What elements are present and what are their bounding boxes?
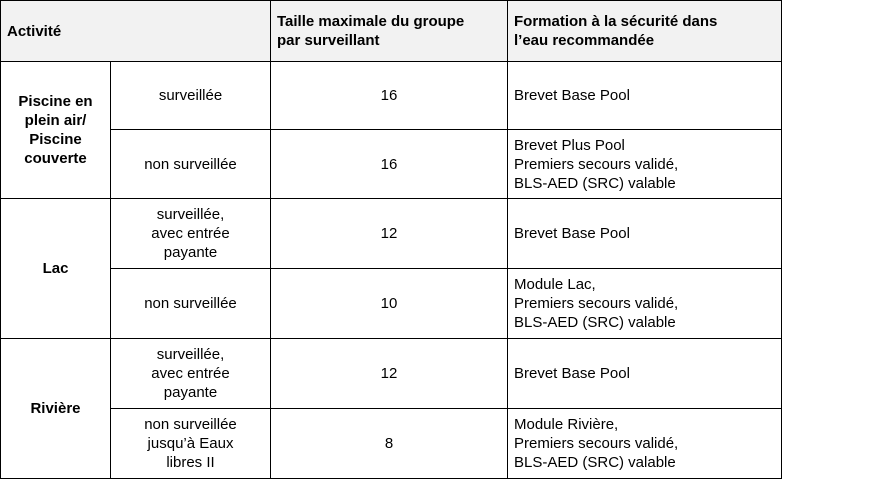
table-row — [1, 199, 782, 269]
training-cell: Brevet Base Pool — [508, 339, 782, 409]
header-activity: Activité — [1, 1, 271, 62]
table-row — [1, 130, 782, 199]
group-size-cell: 16 — [271, 130, 508, 199]
condition-cell: non surveillée — [111, 130, 271, 199]
group-label-pool: Piscine en plein air/ Piscine couverte — [1, 62, 111, 199]
table-row — [1, 269, 782, 339]
condition-cell: non surveillée — [111, 269, 271, 339]
group-size-cell: 12 — [271, 199, 508, 269]
group-label-lake: Lac — [1, 199, 111, 339]
condition-cell: surveillée, avec entrée payante — [111, 199, 271, 269]
training-cell: Brevet Plus Pool Premiers secours validé, BLS-AED (SRC) valable — [508, 130, 782, 199]
table-row — [1, 409, 782, 479]
group-size-cell: 8 — [271, 409, 508, 479]
header-group-size: Taille maximale du groupe par surveillant — [271, 1, 508, 62]
condition-cell: non surveillée jusqu’à Eaux libres II — [111, 409, 271, 479]
condition-cell: surveillée — [111, 62, 271, 130]
table-row — [1, 62, 782, 130]
group-size-cell: 16 — [271, 62, 508, 130]
header-row — [1, 1, 782, 62]
training-cell: Module Lac, Premiers secours validé, BLS-AED (SRC) valable — [508, 269, 782, 339]
training-cell: Module Rivière, Premiers secours validé, BLS-AED (SRC) valable — [508, 409, 782, 479]
group-size-cell: 10 — [271, 269, 508, 339]
table-row — [1, 339, 782, 409]
group-label-river: Rivière — [1, 339, 111, 479]
header-training: Formation à la sécurité dans l’eau recommandée — [508, 1, 782, 62]
training-cell: Brevet Base Pool — [508, 62, 782, 130]
group-size-cell: 12 — [271, 339, 508, 409]
condition-cell: surveillée, avec entrée payante — [111, 339, 271, 409]
training-cell: Brevet Base Pool — [508, 199, 782, 269]
